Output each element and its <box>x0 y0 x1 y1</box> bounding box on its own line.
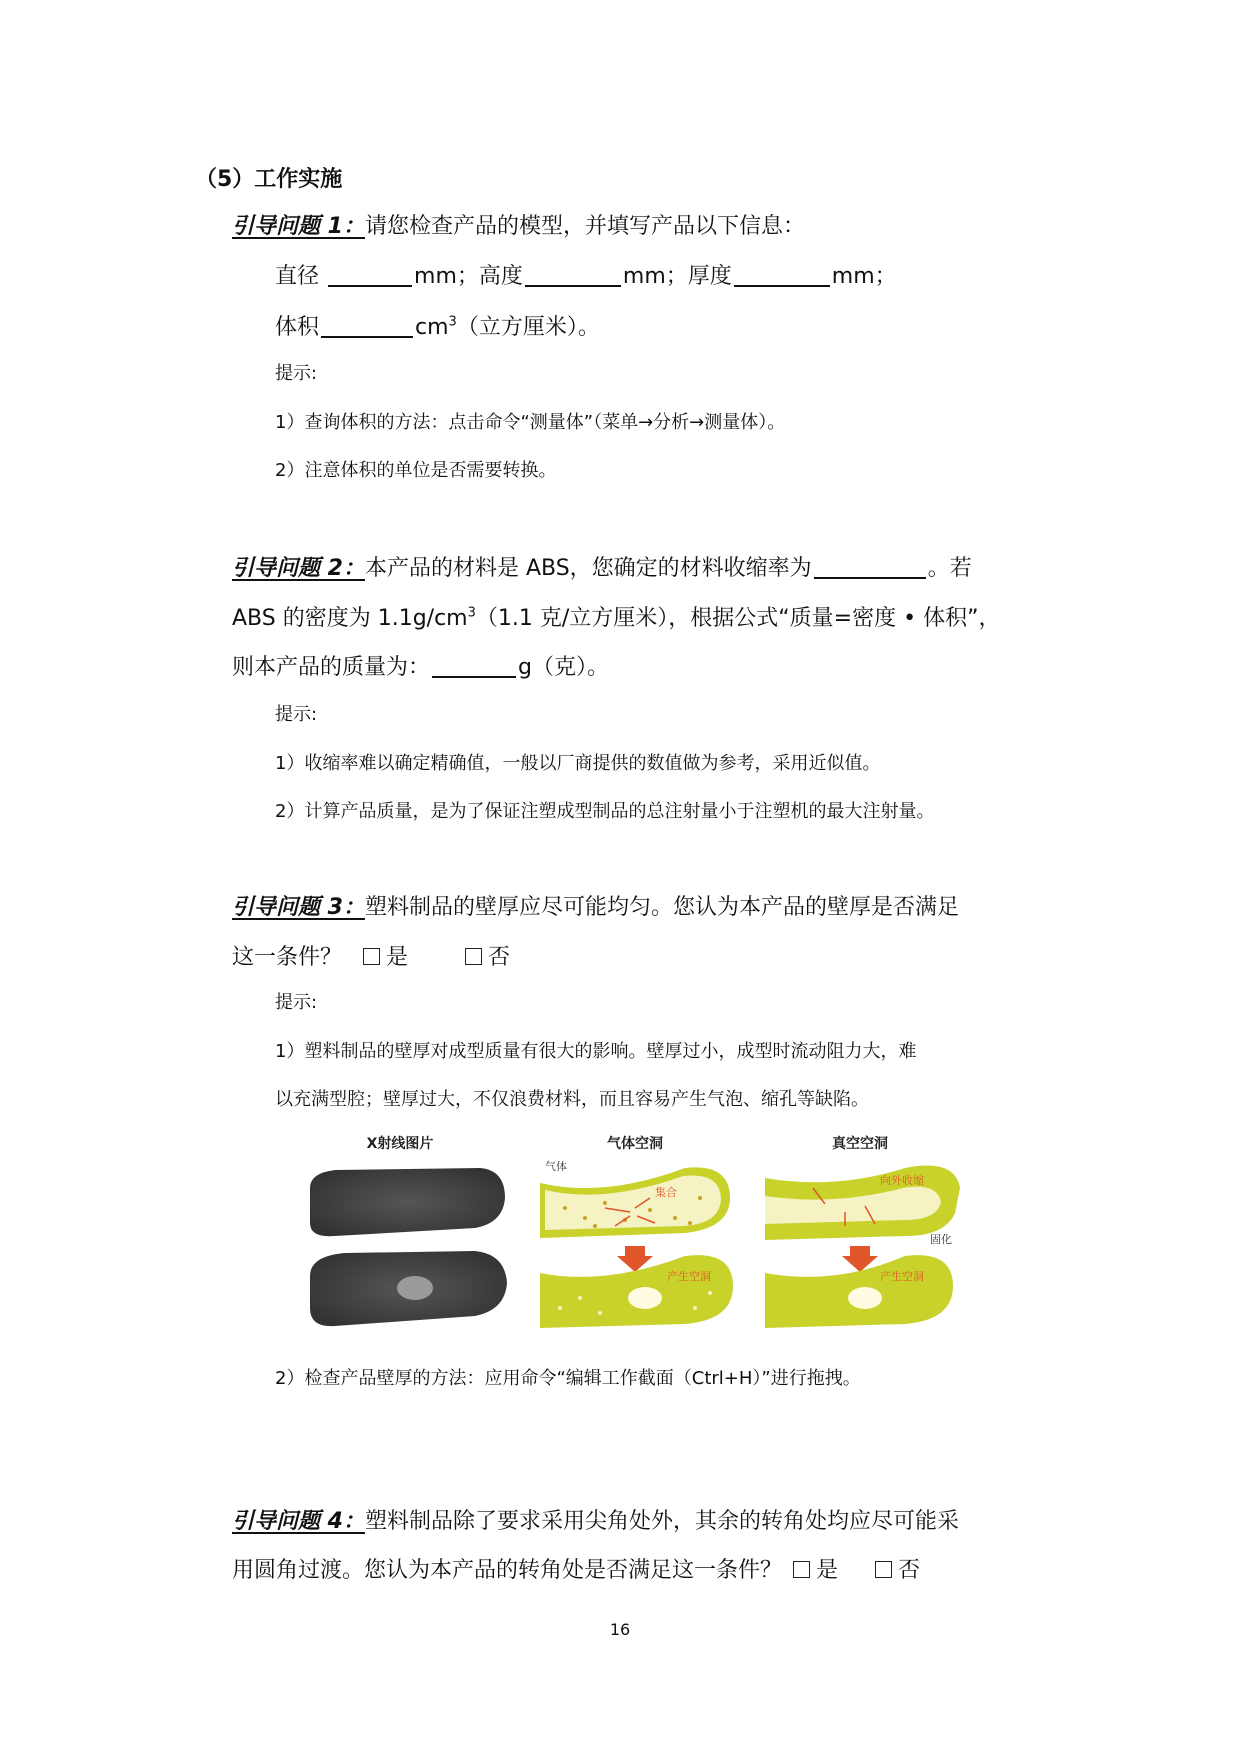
xray-top-image <box>310 1168 505 1236</box>
q4-no-checkbox[interactable] <box>875 1561 892 1578</box>
vacuum-void-title: 真空空洞 <box>832 1136 888 1152</box>
gas-bottom-void <box>628 1287 662 1309</box>
volume-blank[interactable] <box>321 314 413 338</box>
wall-thickness-defect-figure <box>305 1128 965 1356</box>
gather-label: 集合 <box>655 1186 677 1199</box>
question-2-hint-1: 1）收缩率难以确定精确值，一般以厂商提供的数值做为参考，采用近似值。 <box>275 753 881 774</box>
density-text: ABS 的密度为 1.1g/cm <box>232 606 468 631</box>
outward-label: 向外收缩 <box>880 1174 924 1187</box>
page-number: 16 <box>609 1620 631 1639</box>
volume-unit-sup: 3 <box>448 314 457 330</box>
mass-blank[interactable] <box>432 654 516 678</box>
question-2-line-1 <box>232 554 972 584</box>
mass-unit: g（克）。 <box>518 655 609 680</box>
section-heading: （5）工作实施 <box>195 167 343 192</box>
diameter-label: 直径 <box>275 264 320 289</box>
q4-yes-label: 是 <box>816 1558 839 1583</box>
question-2-hint-2: 2）计算产品质量，是为了保证注塑成型制品的总注射量小于注塑机的最大注射量。 <box>275 801 935 822</box>
question-3-text-2: 这一条件？ <box>232 945 343 970</box>
question-3-hint-2: 2）检查产品壁厚的方法：应用命令“编辑工作截面（Ctrl+H）”进行拖拽。 <box>275 1368 861 1389</box>
height-label: mm；高度 <box>414 264 523 289</box>
question-2-label: 引导问题 2： <box>232 556 365 581</box>
xray-void-spot <box>397 1276 433 1300</box>
question-4-text-2: 用圆角过渡。您认为本产品的转角处是否满足这一条件？ <box>232 1558 783 1583</box>
question-2-hint-label: 提示: <box>275 704 318 725</box>
question-2-text-a: 本产品的材料是 ABS，您确定的材料收缩率为 <box>364 556 812 581</box>
question-3-label: 引导问题 3： <box>232 895 365 920</box>
question-3-line-1 <box>232 893 959 923</box>
question-4-label: 引导问题 4： <box>232 1509 365 1534</box>
thickness-label: mm；厚度 <box>622 264 732 289</box>
question-1-hint-label: 提示: <box>275 363 318 384</box>
height-blank[interactable] <box>525 263 621 287</box>
vacuum-void-result-label: 产生空洞 <box>880 1270 924 1283</box>
question-3-text: 塑料制品的壁厚应尽可能均匀。您认为本产品的壁厚是否满足 <box>364 895 959 920</box>
no-label: 否 <box>488 945 511 970</box>
volume-label: 体积 <box>275 315 320 340</box>
yes-checkbox[interactable] <box>363 948 380 965</box>
thickness-unit: mm； <box>831 264 897 289</box>
question-1-line <box>232 212 805 242</box>
volume-unit-note: （立方厘米）。 <box>456 315 600 340</box>
question-4-line-2 <box>232 1556 920 1586</box>
question-3-hint-1a: 1）塑料制品的壁厚对成型质量有很大的影响。壁厚过小，成型时流动阻力大，难 <box>275 1041 917 1062</box>
question-1-text: 请您检查产品的模型，并填写产品以下信息： <box>364 214 805 239</box>
gas-void-result-label: 产生空洞 <box>667 1270 711 1283</box>
question-1-hint-2: 2）注意体积的单位是否需要转换。 <box>275 460 557 481</box>
q4-no-label: 否 <box>898 1558 921 1583</box>
defect-diagram <box>305 1128 965 1356</box>
question-4-text: 塑料制品除了要求采用尖角处外，其余的转角处均应尽可能采 <box>364 1509 959 1534</box>
question-2-text-b: 。若 <box>927 556 972 581</box>
no-checkbox[interactable] <box>465 948 482 965</box>
shrinkage-blank[interactable] <box>814 555 926 579</box>
mass-label: 则本产品的质量为： <box>232 655 431 680</box>
question-2-line-3 <box>232 653 609 683</box>
volume-unit: cm <box>415 315 449 340</box>
solid-label: 固化 <box>930 1233 952 1246</box>
q4-yes-checkbox[interactable] <box>793 1561 810 1578</box>
question-1-label: 引导问题 1： <box>232 214 365 239</box>
question-3-hint-label: 提示: <box>275 992 318 1013</box>
gas-void-title: 气体空洞 <box>607 1136 663 1152</box>
gas-label: 气体 <box>545 1160 567 1173</box>
xray-title: X射线图片 <box>366 1136 434 1152</box>
question-1-hint-1: 1）查询体积的方法：点击命令“测量体”（菜单→分析→测量体）。 <box>275 412 786 433</box>
vacuum-bottom-void <box>848 1287 882 1309</box>
question-3-hint-1b: 以充满型腔；壁厚过大，不仅浪费材料，而且容易产生气泡、缩孔等缺陷。 <box>275 1089 869 1110</box>
thickness-blank[interactable] <box>734 263 830 287</box>
diameter-blank[interactable] <box>328 263 412 287</box>
yes-label: 是 <box>386 945 409 970</box>
question-4-line-1 <box>232 1507 959 1537</box>
question-3-line-2 <box>232 943 510 973</box>
density-sup: 3 <box>467 605 476 621</box>
question-1-volume-line <box>275 313 600 343</box>
question-1-dimensions-line <box>275 262 897 292</box>
formula-text: （1.1 克/立方厘米），根据公式“质量=密度 • 体积”， <box>475 606 1001 631</box>
question-2-line-2 <box>232 604 1000 634</box>
